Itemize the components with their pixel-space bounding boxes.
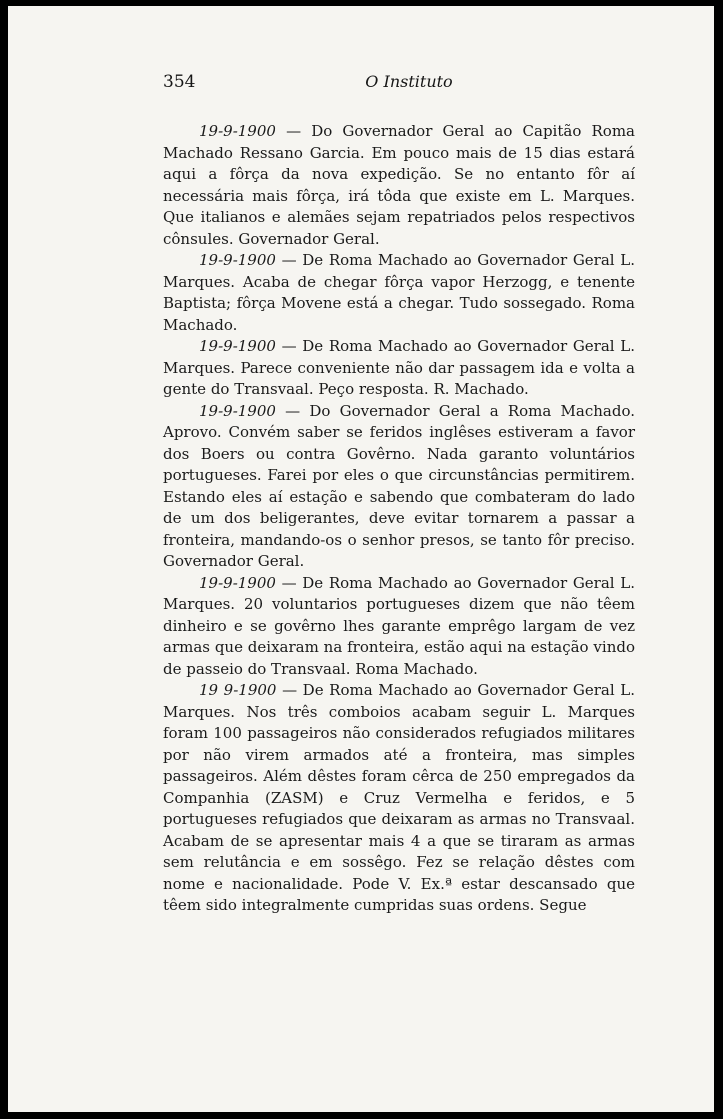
entry-text: — Do Governador Geral ao Capitão Roma Machado Ressano Garcia. Em pouco mais de 15 dias estará aqui a fôrça da nova expedição. Se no entanto fôr aí necessária mais fôrça, irá tôda que existe em L. Marques. Que italianos e alemães sejam repatriados pelos respectivos cônsules. Governador Geral.: [163, 122, 635, 248]
entry-text: — De Roma Machado ao Governador Geral L. Marques. Acaba de chegar fôrça vapor Herzogg, e tenente Baptista; fôrça Movene está a chegar. Tudo sossegado. Roma Machado.: [163, 251, 635, 334]
entry-date: 19 9-1900: [199, 681, 277, 699]
page-header: [163, 72, 643, 100]
telegram-entry: [163, 121, 635, 250]
entry-date: 19-9-1900: [199, 401, 276, 420]
telegram-entry: [163, 573, 635, 681]
page-number: 354: [163, 72, 196, 92]
entry-date: 19-9-1900: [199, 251, 276, 269]
entry-text: — De Roma Machado ao Governador Geral L. Marques. Parece conveniente não dar passagem ida e volta a gente do Transvaal. Peço resposta. R. Machado.: [163, 337, 635, 398]
entry-text: — De Roma Machado ao Governador Geral L. Marques. 20 voluntarios portugueses dizem que não têem dinheiro e se govêrno lhes garante emprêgo largam de vez armas que deixaram na fronteira, estão aqui na estação vindo de passeio do Transvaal. Roma Machado.: [163, 573, 635, 678]
entry-date: 19-9-1900: [199, 337, 276, 355]
running-title: O Instituto: [365, 72, 453, 91]
telegram-entry: [163, 401, 635, 573]
entry-date: 19-9-1900: [199, 122, 276, 140]
entry-date: 19-9-1900: [199, 573, 276, 592]
book-page: [8, 6, 714, 1112]
body-text: [163, 121, 635, 917]
telegram-entry: [163, 336, 635, 401]
entry-text: — Do Governador Geral a Roma Machado. Aprovo. Convém saber se feridos inglêses estiveram a favor dos Boers ou contra Govêrno. Nada garanto voluntários portugueses. Farei por eles o que circunstâncias permitirem. Estando eles aí estação e sabendo que combateram do lado de um dos beligerantes, deve evitar tornarem a passar a fronteira, mandando-os o senhor presos, se tanto fôr preciso. Governador Geral.: [163, 401, 635, 570]
telegram-entry: [163, 680, 635, 917]
telegram-entry: [163, 250, 635, 336]
entry-text: — De Roma Machado ao Governador Geral L. Marques. Nos três comboios acabam seguir L. Marques foram 100 passageiros não considerados refugiados militares por não virem armados até a fronteira, mas simples passageiros. Além dêstes foram cêrca de 250 empregados da Companhia (ZASM) e Cruz Vermelha e feridos, e 5 portugueses refugiados que deixaram as armas no Transvaal. Acabam de se apresentar mais 4 a que se tiraram as armas sem relutância e em sossêgo. Fez se relação dêstes com nome e nacionalidade. Pode V. Ex.ª estar descansado que têem sido integralmente cumpridas suas ordens. Segue: [163, 681, 635, 914]
